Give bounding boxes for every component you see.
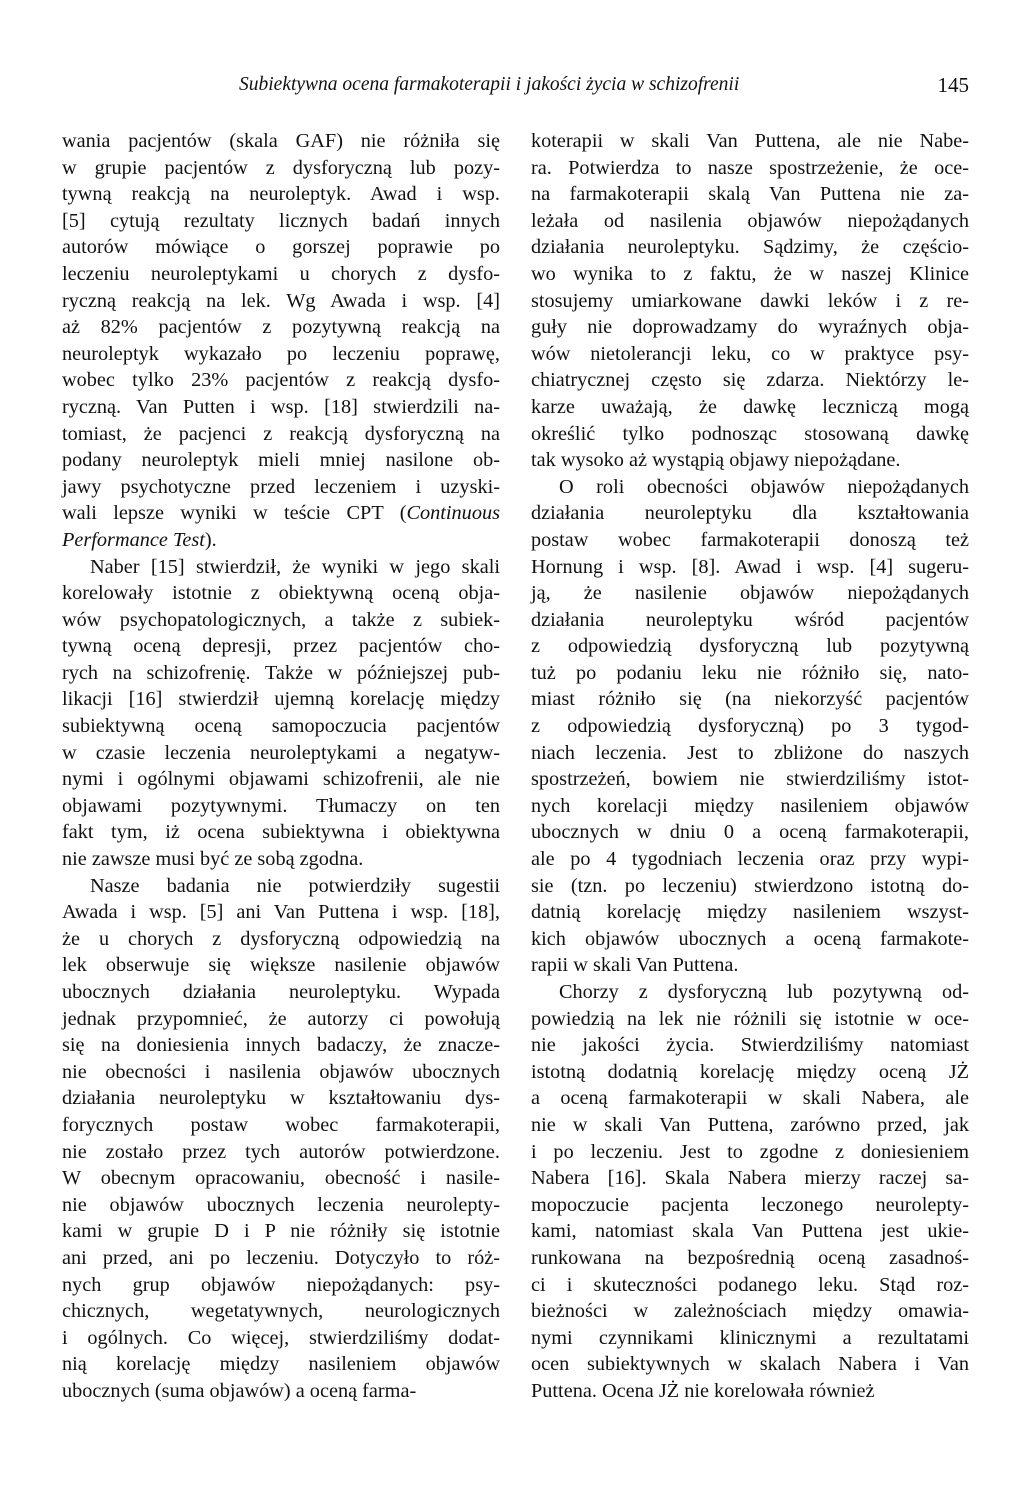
text-line: ci i skuteczności podanego leku. Stąd roz- xyxy=(531,1273,969,1296)
text-line: datnią korelację między nasileniem wszyst- xyxy=(531,901,969,924)
text-line: forycznych postaw wobec farmakoterapii, xyxy=(62,1113,500,1136)
text-line: ocen subiektywnych w skalach Nabera i Van xyxy=(531,1353,969,1376)
text-line: rych na schizofrenię. Także w późniejszej pub- xyxy=(62,661,500,684)
text-line: autorów mówiące o gorszej poprawie po xyxy=(62,236,500,259)
text-line: działania neuroleptyku dla kształtowania xyxy=(531,502,969,525)
text-line: nych grup objawów niepożądanych: psy- xyxy=(62,1273,500,1296)
text-line: nych korelacji między nasileniem objawów xyxy=(531,794,969,817)
running-header xyxy=(62,74,969,108)
text-line: określić tylko podnosząc stosowaną dawkę xyxy=(531,422,969,445)
text-line: ubocznych w dniu 0 a oceną farmakoterapii, xyxy=(531,821,969,844)
text-line: nie obecności i nasilenia objawów ubocznych xyxy=(62,1060,500,1083)
text-line: W obecnym opracowaniu, obecność i nasile- xyxy=(62,1167,500,1190)
text-line: wobec tylko 23% pacjentów z reakcją dysfo- xyxy=(62,369,500,392)
text-line: nie w skali Van Puttena, zarówno przed, jak xyxy=(531,1113,969,1136)
text-line: karze uważają, że dawkę leczniczą mogą xyxy=(531,395,969,418)
text-line: z odpowiedzią dysforyczną lub pozytywną xyxy=(531,635,969,658)
right-column xyxy=(531,128,969,1405)
text-line: i po leczeniu. Jest to zgodne z doniesieniem xyxy=(531,1140,969,1163)
text-line: niach leczenia. Jest to zbliżone do naszych xyxy=(531,741,969,764)
text-line: kich objawów ubocznych a oceną farmakote- xyxy=(531,927,969,950)
text-line: runkowana na bezpośrednią oceną zasadnoś- xyxy=(531,1246,969,1269)
text-line: ryczną. Van Putten i wsp. [18] stwierdzili na- xyxy=(62,395,500,418)
text-line: nią korelację między nasileniem objawów xyxy=(62,1353,500,1376)
text-line: koterapii w skali Van Puttena, ale nie Nabe- xyxy=(531,130,969,152)
text-line: tywną reakcją na neuroleptyk. Awad i wsp. xyxy=(62,183,500,206)
text-line: kami w grupie D i P nie różniły się istotnie xyxy=(62,1220,500,1243)
text-line: stosujemy umiarkowane dawki leków i z re- xyxy=(531,289,969,312)
text-line: Chorzy z dysforyczną lub pozytywną od- xyxy=(559,981,969,1003)
text-line: działania neuroleptyku. Sądzimy, że częścio- xyxy=(531,236,969,259)
text-line: a oceną farmakoterapii w skali Nabera, ale xyxy=(531,1087,969,1110)
text-line: [5] cytują rezultaty licznych badań innych xyxy=(62,209,500,232)
text-line: rapii w skali Van Puttena. xyxy=(531,954,739,977)
paragraph xyxy=(531,979,969,1405)
text-line: Nasze badania nie potwierdziły sugestii xyxy=(90,874,500,897)
text-line: sie (tzn. po leczeniu) stwierdzono istotną do- xyxy=(531,874,969,897)
text-line: nie zawsze musi być ze sobą zgodna. xyxy=(62,848,364,871)
text-line: korelowały istotnie z obiektywną oceną obja- xyxy=(62,582,500,605)
text-line: ją, że nasilenie objawów niepożądanych xyxy=(531,582,969,605)
text-line: Awada i wsp. [5] ani Van Puttena i wsp. [18], xyxy=(62,901,500,924)
text-line: Naber [15] stwierdził, że wyniki w jego skali xyxy=(90,555,500,578)
text-line: nie jakości życia. Stwierdziliśmy natomiast xyxy=(531,1034,969,1057)
text-line: Performance Test). xyxy=(62,528,217,551)
text-line: tomiast, że pacjenci z reakcją dysforyczną na xyxy=(62,422,500,445)
text-line: ale po 4 tygodniach leczenia oraz przy wypi- xyxy=(531,848,969,871)
text-line: i ogólnych. Co więcej, stwierdziliśmy dodat- xyxy=(62,1326,500,1349)
text-line: tak wysoko aż wystąpią objawy niepożądane. xyxy=(531,449,901,472)
text-line: subiektywną oceną samopoczucia pacjentów xyxy=(62,715,500,738)
paragraph xyxy=(62,128,500,554)
text-line: ubocznych działania neuroleptyku. Wypada xyxy=(62,981,500,1003)
text-line: wania pacjentów (skala GAF) nie różniła się xyxy=(62,130,500,152)
text-line: kami, natomiast skala Van Puttena jest ukie- xyxy=(531,1220,969,1243)
text-line: bieżności w zależnościach między omawia- xyxy=(531,1300,969,1323)
text-line: spostrzeżeń, bowiem nie stwierdziliśmy istot- xyxy=(531,768,969,791)
text-line: w czasie leczenia neuroleptykami a negatyw- xyxy=(62,741,500,764)
text-line: powiedzią na lek nie różnili się istotnie w oce- xyxy=(531,1007,969,1030)
text-line: tuż po podaniu leku nie różniło się, nato- xyxy=(531,661,969,684)
text-line: nie zostało przez tych autorów potwierdzone. xyxy=(62,1140,500,1163)
text-line: chicznych, wegetatywnych, neurologicznych xyxy=(62,1300,500,1323)
text-line: ra. Potwierdza to nasze spostrzeżenie, że oce- xyxy=(531,156,969,179)
text-line: aż 82% pacjentów z pozytywną reakcją na xyxy=(62,316,500,339)
text-line: na farmakoterapii skalą Van Puttena nie za- xyxy=(531,183,969,206)
text-line: istotną dodatnią korelację między oceną JŻ xyxy=(531,1060,969,1083)
text-line: nie objawów ubocznych leczenia neurolepty- xyxy=(62,1193,500,1216)
text-line: leżała od nasilenia objawów niepożądanych xyxy=(531,209,969,232)
text-line: ryczną reakcją na lek. Wg Awada i wsp. [4] xyxy=(62,289,500,312)
paragraph xyxy=(62,554,500,873)
text-line: leczeniu neuroleptykami u chorych z dysfo- xyxy=(62,262,500,285)
left-column xyxy=(62,128,500,1405)
text-line: Puttena. Ocena JŻ nie korelowała również xyxy=(531,1379,875,1402)
text-line: jednak przypomnieć, że autorzy ci powołują xyxy=(62,1007,500,1030)
paragraph xyxy=(62,873,500,1405)
text-line: likacji [16] stwierdził ujemną korelację między xyxy=(62,688,500,711)
text-line: miast różniło się (na niekorzyść pacjentów xyxy=(531,688,969,711)
text-line: Hornung i wsp. [8]. Awad i wsp. [4] sugeru- xyxy=(531,555,969,578)
text-line: guły nie doprowadzamy do wyraźnych obja- xyxy=(531,316,969,339)
text-line: jawy psychotyczne przed leczeniem i uzyski- xyxy=(62,475,500,498)
text-line: że u chorych z dysforyczną odpowiedzią na xyxy=(62,927,500,950)
paragraph xyxy=(531,474,969,979)
text-line: neuroleptyk wykazało po leczeniu poprawę, xyxy=(62,342,500,365)
text-line: się na doniesienia innych badaczy, że znacze- xyxy=(62,1034,500,1057)
text-line: ubocznych (suma objawów) a oceną farma- xyxy=(62,1379,417,1402)
text-line: mopoczucie pacjenta leczonego neurolepty- xyxy=(531,1193,969,1216)
text-line: chiatrycznej często się zdarza. Niektórzy le- xyxy=(531,369,969,392)
page-number: 145 xyxy=(937,73,969,97)
paragraph xyxy=(531,128,969,474)
text-line: wów nietolerancji leku, co w praktyce psy- xyxy=(531,342,969,365)
text-line: postaw wobec farmakoterapii donoszą też xyxy=(531,528,969,551)
text-line: z odpowiedzią dysforyczną) po 3 tygod- xyxy=(531,715,969,738)
text-line: wali lepsze wyniki w teście CPT (Continuous xyxy=(62,502,500,525)
text-line: podany neuroleptyk mieli mniej nasilone ob- xyxy=(62,449,500,472)
text-line: objawami pozytywnymi. Tłumaczy on ten xyxy=(62,794,500,817)
text-line: ani przed, ani po leczeniu. Dotyczyło to róż- xyxy=(62,1246,500,1269)
text-line: działania neuroleptyku wśród pacjentów xyxy=(531,608,969,631)
text-line: Nabera [16]. Skala Nabera mierzy raczej sa- xyxy=(531,1167,969,1190)
text-line: fakt tym, iż ocena subiektywna i obiektywna xyxy=(62,821,500,844)
text-line: wów psychopatologicznych, a także z subiek- xyxy=(62,608,500,631)
text-line: lek obserwuje się większe nasilenie objawów xyxy=(62,954,500,977)
text-line: wo wynika to z faktu, że w naszej Klinice xyxy=(531,262,969,285)
text-line: tywną oceną depresji, przez pacjentów cho- xyxy=(62,635,500,658)
text-line: działania neuroleptyku w kształtowaniu dys- xyxy=(62,1087,500,1110)
text-line: nymi czynnikami klinicznymi a rezultatami xyxy=(531,1326,969,1349)
text-line: w grupie pacjentów z dysforyczną lub pozy- xyxy=(62,156,500,179)
text-line: O roli obecności objawów niepożądanych xyxy=(559,475,969,498)
text-line: nymi i ogólnymi objawami schizofrenii, ale nie xyxy=(62,768,500,791)
running-title: Subiektywna ocena farmakoterapii i jakości życia w schizofrenii xyxy=(239,74,740,95)
